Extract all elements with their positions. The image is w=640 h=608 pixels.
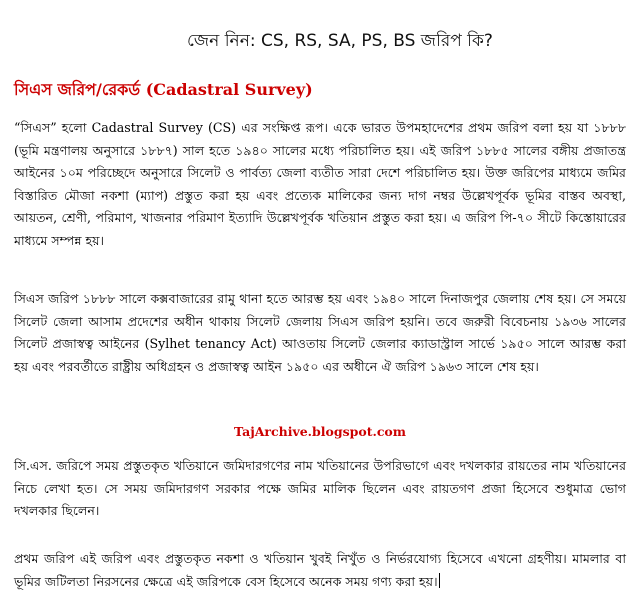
paragraph-reliability <box>14 548 626 593</box>
page-title: জেন নিন: CS, RS, SA, PS, BS জরিপ কি? <box>187 31 493 51</box>
paragraph-cs-definition: “সিএস” হলো Cadastral Survey (CS) এর সংক্ষিপ্ত রূপ। একে ভারত উপমহাদেশের প্রথম জরিপ বলা হয় যা ১৮৮৮ (ভূমি মন্ত্রণালয় অনুসারে ১৮৮৭) সাল হতে ১৯৪০ সালের মধ্যে পরিচালিত হয়। এই জরিপ ১৮৮৫ সালের বঙ্গীয় প্রজাতন্ত্র আইনের ১০ম পরিচ্ছেদে অনুসারে সিলেট ও পার্বত্য জেলা ব্যতীত সারা দেশে পরিচালিত হয়। উক্ত জরিপের মাধ্যমে জমির বিস্তারিত মৌজা নকশা (ম্যাপ) প্রস্তুত করা হয় এবং প্রত্যেক মালিকের জন্য দাগ নম্বর উল্লেখপূর্বক ভূমির বাস্তব অবস্থা, আয়তন, শ্রেণী, পরিমাণ, খাজনার পরিমাণ ইত্যাদি উল্লেখপূর্বক খতিয়ান প্রস্তুত করা হয়। এ জরিপ পি-৭০ সীটে কিস্তোয়ারের মাধ্যমে সম্পন্ন হয়। <box>14 120 626 248</box>
section-heading: সিএস জরিপ/রেকর্ড (Cadastral Survey) <box>14 80 313 99</box>
paragraph-khatiyan: সি.এস. জরিপে সময় প্রস্তুতকৃত খতিয়ানে জমিদারগণের নাম খতিয়ানের উপরিভাগে এবং দখলকার রায়তের নাম খতিয়ানের নিচে লেখা হত। সে সময় জমিদারগণ সরকার পক্ষে জমির মালিক ছিলেন এবং রায়তগণ প্রজা হিসেবে শুধুমাত্র ভোগ দখলকার ছিলেন। <box>14 458 626 518</box>
text-cursor <box>439 573 440 588</box>
paragraph-reliability-text: প্রথম জরিপ এই জরিপ এবং প্রস্তুতকৃত নকশা ও খতিয়ান খুবই নিখুঁত ও নির্ভরযোগ্য হিসেবে এখনো গ্রহণীয়। মামলার বা ভূমির জটিলতা নিরসনের ক্ষেত্রে এই জরিপকে বেস হিসেবে অনেক সময় গণ্য করা হয়। <box>14 551 626 589</box>
blog-watermark-link[interactable]: TajArchive.blogspot.com <box>233 424 406 439</box>
paragraph-cs-history: সিএস জরিপ ১৮৮৮ সালে কক্সবাজারের রামু থানা হতে আরম্ভ হয় এবং ১৯৪০ সালে দিনাজপুর জেলায় শেষ হয়। সে সময়ে সিলেট জেলা আসাম প্রদেশের অধীন থাকায় সিলেট জেলায় সিএস জরিপ হয়নি। তবে জরুরী বিবেচনায় ১৯৩৬ সালের সিলেট প্রজাস্বত্ব আইনের (Sylhet tenancy Act) আওতায় সিলেট জেলার ক্যাডাস্ট্রাল সার্ভে ১৯৫০ সালে আরম্ভ করা হয় এবং পরবর্তীতে রাষ্ট্রীয় অধিগ্রহন ও প্রজাস্বত্ব আইন ১৯৫০ এর অধীনে ঐ জরিপ ১৯৬৩ সালে শেষ হয়। <box>14 291 626 374</box>
